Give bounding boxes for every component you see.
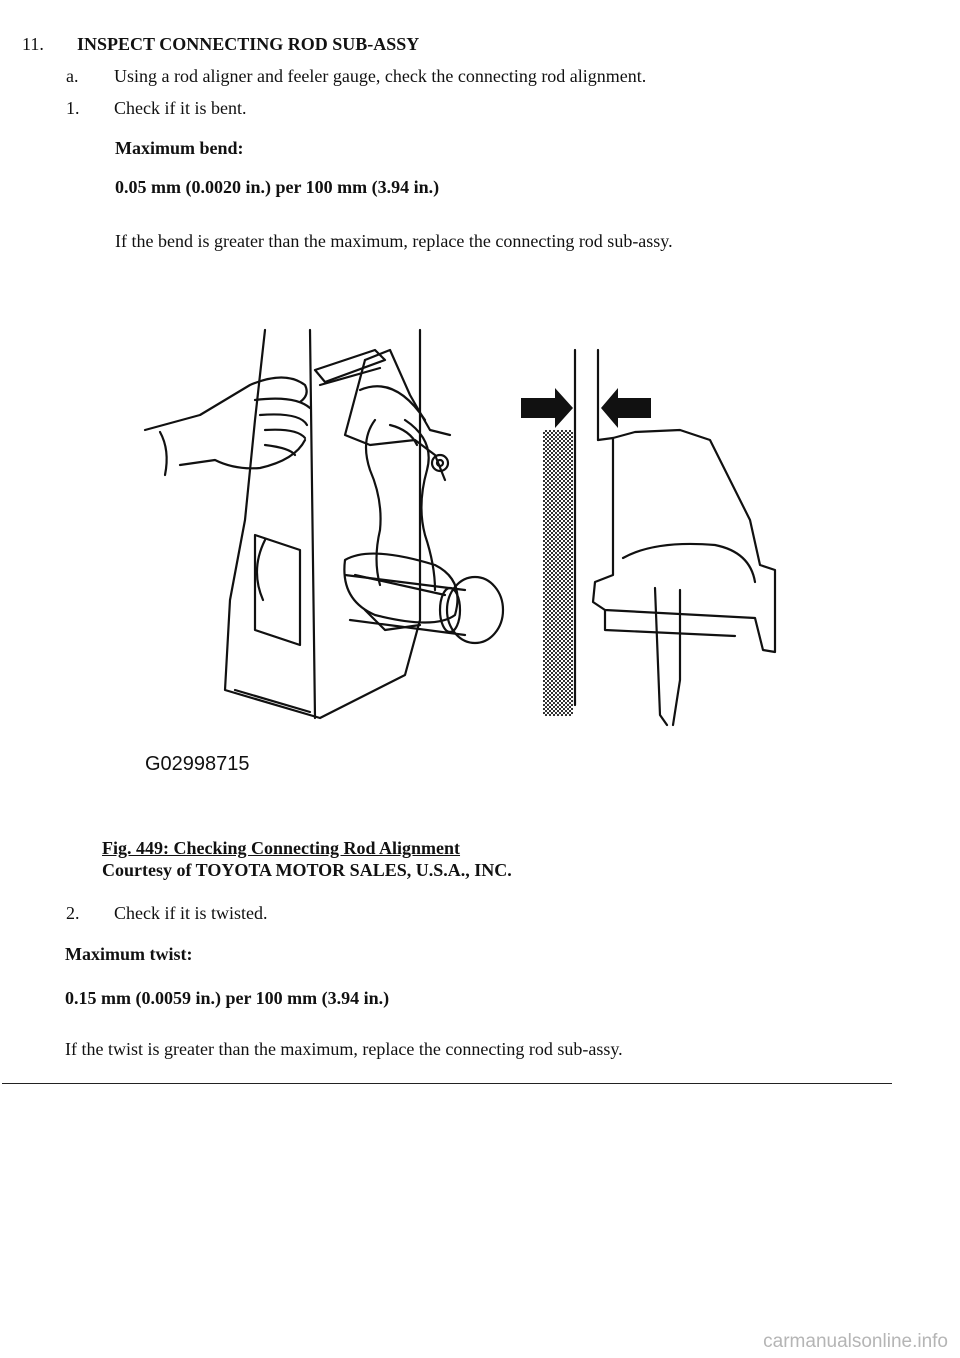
max-twist-value: 0.15 mm (0.0059 in.) per 100 mm (3.94 in.) — [65, 988, 390, 1008]
item-2-text: Check if it is twisted. — [114, 903, 268, 923]
step-number: 11. — [22, 34, 44, 54]
max-twist-label: Maximum twist: — [65, 944, 193, 964]
substep-marker: a. — [66, 66, 79, 86]
watermark: carmanualsonline.info — [763, 1331, 948, 1352]
figure-courtesy: Courtesy of TOYOTA MOTOR SALES, U.S.A., INC. — [102, 860, 512, 880]
max-bend-value: 0.05 mm (0.0020 in.) per 100 mm (3.94 in.) — [115, 177, 440, 197]
substep-text: Using a rod aligner and feeler gauge, check the connecting rod alignment. — [114, 66, 647, 86]
item-2-marker: 2. — [66, 903, 80, 923]
figure-caption: Fig. 449: Checking Connecting Rod Alignment — [102, 838, 461, 858]
max-bend-label: Maximum bend: — [115, 138, 244, 158]
twist-note: If the twist is greater than the maximum, replace the connecting rod sub-assy. — [65, 1039, 623, 1059]
item-1-text: Check if it is bent. — [114, 98, 247, 118]
step-title: INSPECT CONNECTING ROD SUB-ASSY — [77, 34, 420, 54]
rod-alignment-illustration — [135, 320, 795, 790]
item-1-marker: 1. — [66, 98, 80, 118]
page-divider — [2, 1083, 892, 1084]
bend-note: If the bend is greater than the maximum, replace the connecting rod sub-assy. — [115, 231, 673, 251]
figure-code: G02998715 — [145, 753, 250, 775]
